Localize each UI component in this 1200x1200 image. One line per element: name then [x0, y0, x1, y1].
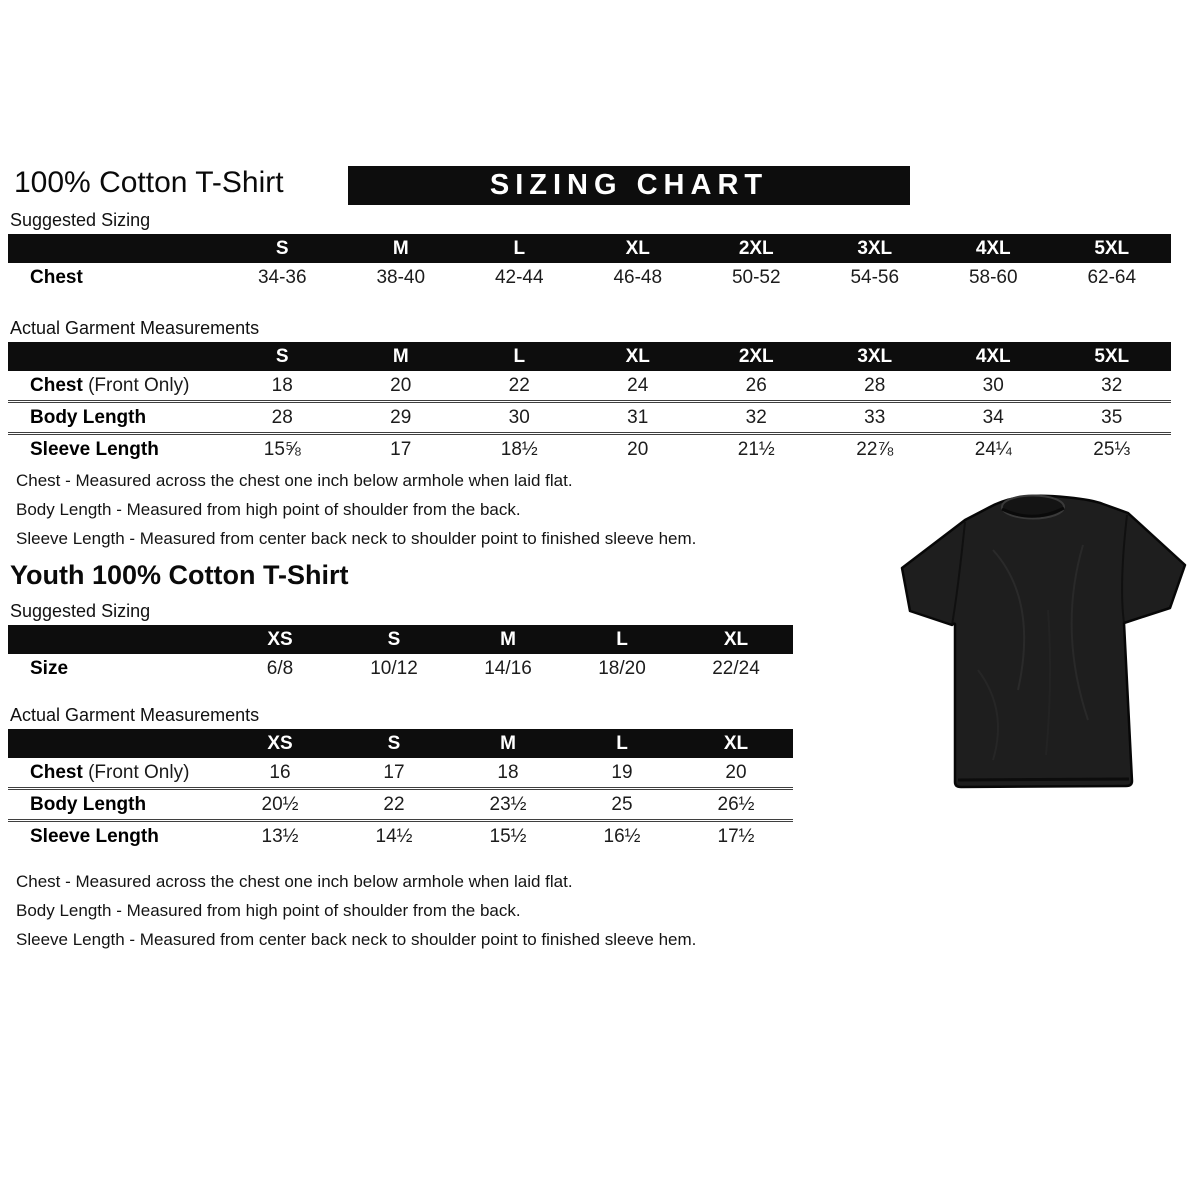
size-column-header: 5XL	[1094, 237, 1130, 259]
size-column-header: S	[387, 628, 401, 650]
row-label-suffix: (Front Only)	[82, 374, 190, 396]
measurement-cell: 16½	[603, 825, 641, 847]
measurement-cell: 17	[383, 761, 405, 783]
size-column-header: M	[500, 732, 516, 754]
row-label: Sleeve Length	[30, 438, 159, 460]
measurement-cell: 18/20	[598, 657, 646, 679]
note-line: Sleeve Length - Measured from center back neck to shoulder point to finished sleeve hem.	[16, 930, 697, 949]
measurement-cell: 62-64	[1087, 266, 1137, 288]
row-label-cell	[8, 407, 223, 429]
measurement-cell: 21½	[737, 438, 775, 460]
row-label: Chest	[30, 761, 83, 783]
table-header-row	[8, 729, 793, 758]
size-column-header: 2XL	[738, 237, 774, 259]
adult-suggested-sizing-table	[8, 234, 1171, 292]
table-row	[8, 654, 793, 683]
size-column-header: L	[616, 628, 628, 650]
size-column-header: 3XL	[857, 237, 893, 259]
row-label: Body Length	[30, 793, 147, 815]
measurement-cell: 32	[745, 406, 767, 428]
row-label: Chest	[30, 266, 83, 288]
youth-measurement-notes	[16, 873, 1192, 949]
sizing-chart-banner	[348, 166, 910, 205]
measurement-cell: 33	[864, 406, 886, 428]
measurement-cell: 18	[271, 374, 293, 396]
measurement-cell: 35	[1101, 406, 1123, 428]
table-row	[8, 819, 793, 851]
measurement-cell: 34-36	[257, 266, 307, 288]
measurement-cell: 26	[745, 374, 767, 396]
measurement-cell: 20	[627, 438, 649, 460]
table-row	[8, 263, 1171, 292]
measurement-cell: 20½	[261, 793, 299, 815]
measurement-cell: 15⅝	[263, 438, 301, 460]
measurement-cell: 25⅓	[1093, 438, 1131, 460]
size-column-header: S	[275, 345, 289, 367]
size-column-header: XL	[625, 345, 650, 367]
measurement-cell: 22⅞	[856, 438, 894, 460]
tshirt-graphic	[898, 490, 1192, 796]
row-label: Sleeve Length	[30, 825, 159, 847]
measurement-cell: 34	[982, 406, 1004, 428]
sizing-chart-banner-label: SIZING CHART	[489, 169, 769, 201]
measurement-cell: 30	[508, 406, 530, 428]
measurement-cell: 31	[627, 406, 649, 428]
row-label-suffix: (Front Only)	[82, 761, 190, 783]
measurement-cell: 38-40	[376, 266, 426, 288]
table-header-row	[8, 342, 1171, 371]
note-line: Chest - Measured across the chest one inch below armhole when laid flat.	[16, 471, 573, 490]
row-label: Chest	[30, 374, 83, 396]
measurement-cell: 24¼	[974, 438, 1012, 460]
adult-suggested-sizing-label: Suggested Sizing	[10, 210, 151, 230]
table-row	[8, 432, 1171, 464]
size-column-header: XS	[267, 732, 293, 754]
table-row	[8, 400, 1171, 432]
size-column-header: S	[387, 732, 401, 754]
size-column-header: XS	[267, 628, 293, 650]
adult-actual-measurements-label: Actual Garment Measurements	[10, 318, 260, 338]
row-label: Body Length	[30, 406, 147, 428]
youth-actual-measurements-table	[8, 729, 793, 851]
table-header-row	[8, 625, 793, 654]
size-column-header: M	[392, 237, 409, 259]
youth-suggested-sizing-label: Suggested Sizing	[10, 601, 151, 621]
measurement-cell: 25	[611, 793, 633, 815]
youth-suggested-sizing-table	[8, 625, 793, 683]
measurement-cell: 14/16	[484, 657, 532, 679]
row-label-cell	[8, 267, 223, 289]
table-row	[8, 758, 793, 787]
row-label: Size	[30, 657, 69, 679]
measurement-cell: 22/24	[712, 657, 760, 679]
measurement-cell: 28	[271, 406, 293, 428]
row-label-cell	[8, 439, 223, 461]
row-label-cell	[8, 794, 223, 816]
adult-header-row	[8, 166, 1192, 208]
measurement-cell: 20	[390, 374, 412, 396]
table-header-row	[8, 234, 1171, 263]
measurement-cell: 26½	[717, 793, 755, 815]
size-column-header: M	[392, 345, 409, 367]
measurement-cell: 17	[390, 438, 412, 460]
measurement-cell: 20	[725, 761, 747, 783]
measurement-cell: 15½	[489, 825, 527, 847]
size-column-header: S	[275, 237, 289, 259]
measurement-cell: 18½	[500, 438, 538, 460]
row-label-cell	[8, 658, 223, 680]
measurement-cell: 19	[611, 761, 633, 783]
size-column-header: XL	[723, 732, 749, 754]
adult-title: 100% Cotton T-Shirt	[14, 166, 284, 199]
size-column-header: 4XL	[975, 345, 1011, 367]
size-column-header: L	[513, 345, 526, 367]
measurement-cell: 22	[383, 793, 405, 815]
row-label-cell	[8, 762, 223, 784]
measurement-cell: 17½	[717, 825, 755, 847]
measurement-cell: 10/12	[370, 657, 418, 679]
size-column-header: 5XL	[1094, 345, 1130, 367]
size-column-header: 4XL	[975, 237, 1011, 259]
measurement-cell: 14½	[375, 825, 413, 847]
adult-actual-measurements-table	[8, 342, 1171, 464]
measurement-cell: 16	[269, 761, 291, 783]
size-column-header: L	[616, 732, 628, 754]
size-column-header: XL	[723, 628, 749, 650]
measurement-cell: 58-60	[968, 266, 1018, 288]
size-column-header: XL	[625, 237, 650, 259]
measurement-cell: 18	[497, 761, 519, 783]
measurement-cell: 6/8	[266, 657, 294, 679]
size-column-header: 3XL	[857, 345, 893, 367]
measurement-cell: 46-48	[613, 266, 663, 288]
note-line: Body Length - Measured from high point of shoulder from the back.	[16, 500, 521, 519]
note-line: Sleeve Length - Measured from center back neck to shoulder point to finished sleeve hem.	[16, 529, 697, 548]
measurement-cell: 24	[627, 374, 649, 396]
measurement-cell: 30	[982, 374, 1004, 396]
table-row	[8, 787, 793, 819]
measurement-cell: 13½	[261, 825, 299, 847]
measurement-cell: 29	[390, 406, 412, 428]
row-label-cell	[8, 375, 223, 397]
note-line: Body Length - Measured from high point of shoulder from the back.	[16, 901, 521, 920]
youth-title: Youth 100% Cotton T-Shirt	[10, 560, 349, 590]
black-tshirt-image	[898, 490, 1192, 796]
size-column-header: M	[500, 628, 516, 650]
table-row	[8, 371, 1171, 400]
measurement-cell: 28	[864, 374, 886, 396]
measurement-cell: 54-56	[850, 266, 900, 288]
size-column-header: L	[513, 237, 526, 259]
measurement-cell: 32	[1101, 374, 1123, 396]
note-line: Chest - Measured across the chest one inch below armhole when laid flat.	[16, 872, 573, 891]
size-column-header: 2XL	[738, 345, 774, 367]
measurement-cell: 22	[508, 374, 530, 396]
row-label-cell	[8, 826, 223, 848]
measurement-cell: 23½	[489, 793, 527, 815]
measurement-cell: 50-52	[731, 266, 781, 288]
measurement-cell: 42-44	[494, 266, 544, 288]
youth-actual-measurements-label: Actual Garment Measurements	[10, 705, 260, 725]
